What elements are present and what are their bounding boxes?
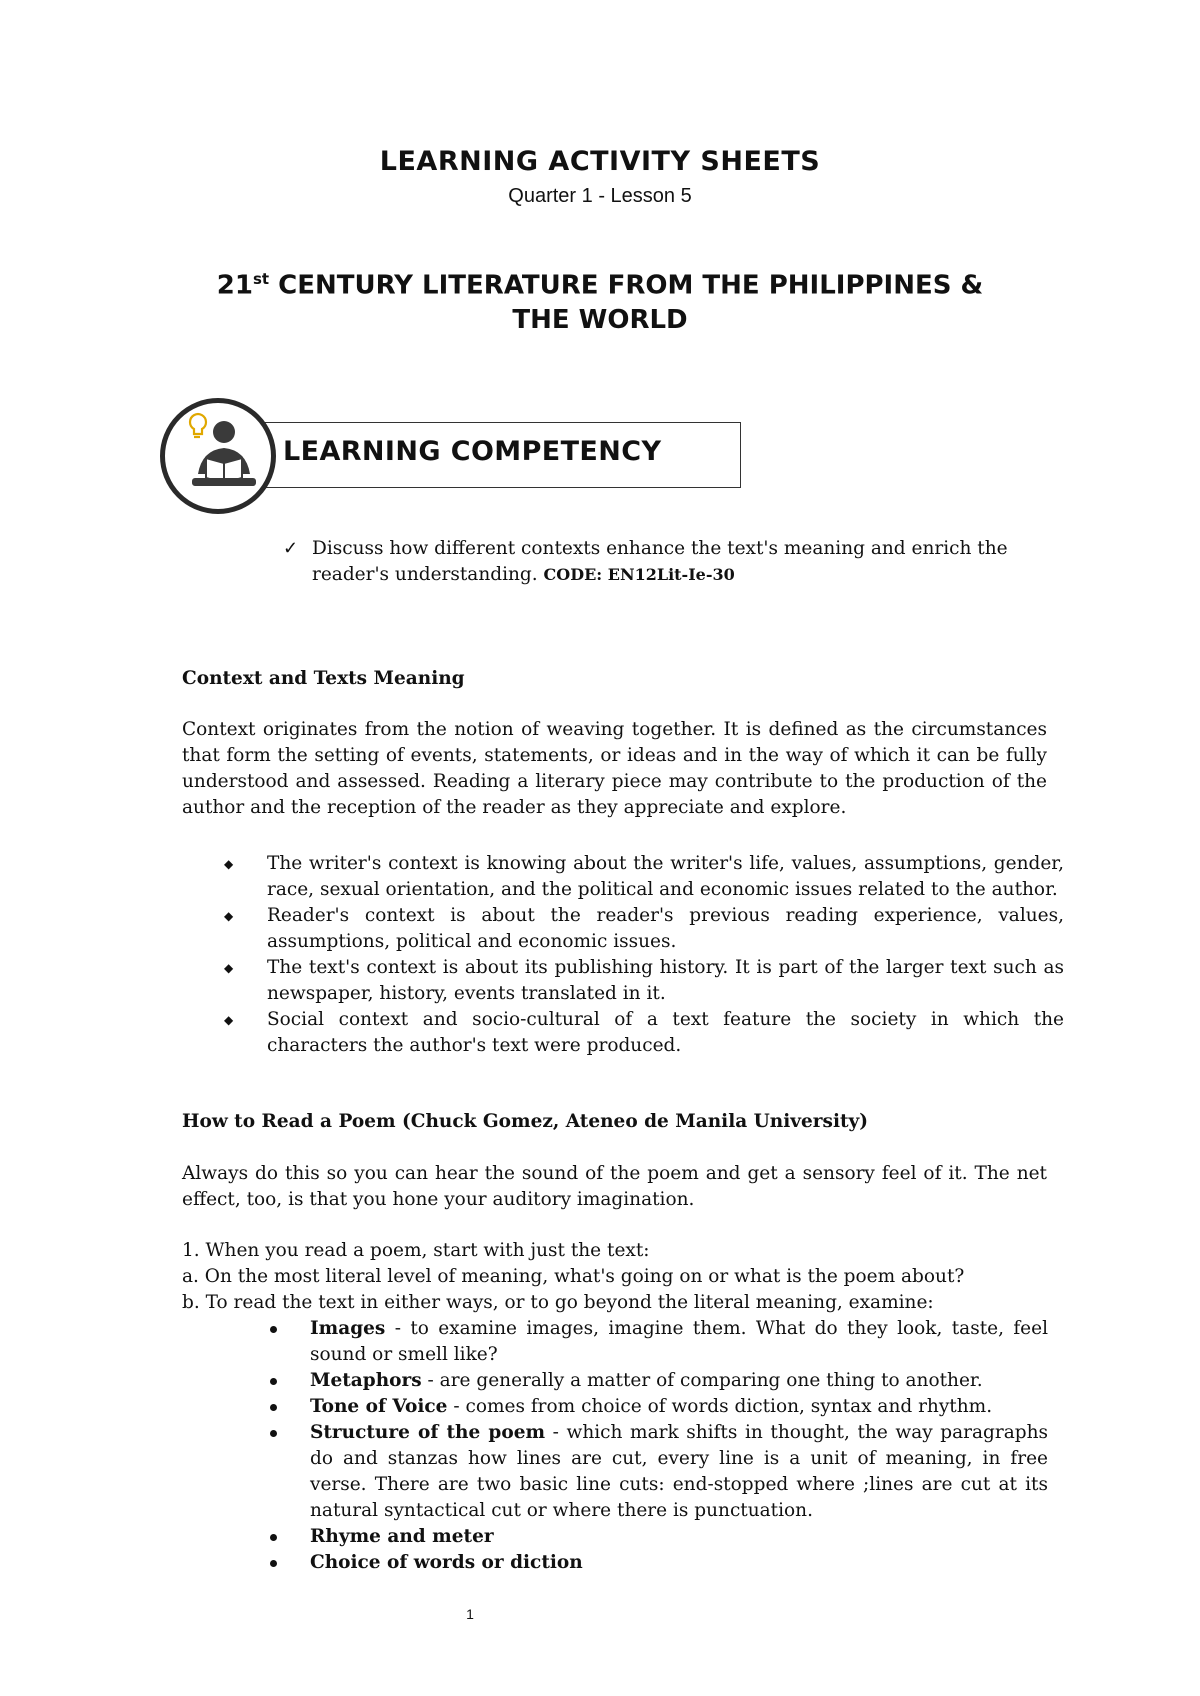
poem-heading: How to Read a Poem (Chuck Gomez, Ateneo de Manila University): [182, 1111, 869, 1132]
diamond-bullet-icon: ◆: [224, 857, 234, 871]
lesson-subtitle: Quarter 1 - Lesson 5: [508, 185, 692, 207]
list-item: ◆ Reader's context is about the reader's previous reading experience, values, assumptions, political and economic issues.: [224, 905, 1064, 952]
list-item: Metaphors - are generally a matter of comparing one thing to another.: [270, 1368, 1048, 1394]
checkmark-icon: ✓: [283, 538, 299, 559]
document-title: LEARNING ACTIVITY SHEETS: [379, 146, 821, 177]
list-item: Structure of the poem - which mark shifts in thought, the way paragraphs do and stanzas how lines are cut, every line is a unit of meaning, in free verse. There are two basic line cuts: end-stopped where ;lines are cut at its natural syntactical cut or where there is punctuation.: [270, 1420, 1048, 1524]
list-item: Images - to examine images, imagine them. What do they look, taste, feel sound or smell like?: [270, 1316, 1048, 1368]
competency-text: [312, 536, 1032, 588]
context-bullet-list: [224, 851, 1064, 1059]
dot-bullet-icon: [270, 1560, 277, 1567]
list-item: Tone of Voice - comes from choice of words diction, syntax and rhythm.: [270, 1394, 1048, 1420]
step-1: 1. When you read a poem, start with just the text:: [182, 1240, 650, 1261]
diamond-bullet-icon: ◆: [224, 961, 234, 975]
list-item: ◆ The writer's context is knowing about the writer's life, values, assumptions, gender, race, sexual orientation, and the political and economic issues related to the author.: [224, 853, 1064, 900]
poem-paragraph: Always do this so you can hear the sound of the poem and get a sensory feel of it. The net effect, too, is that you hone your auditory imagination.: [182, 1163, 1047, 1210]
context-heading: Context and Texts Meaning: [182, 668, 465, 689]
reader-with-lightbulb-icon: [180, 412, 260, 498]
dot-bullet-icon: [270, 1326, 277, 1333]
dot-bullet-icon: [270, 1378, 277, 1385]
dot-bullet-icon: [270, 1404, 277, 1411]
step-a: a. On the most literal level of meaning, what's going on or what is the poem about?: [182, 1266, 965, 1287]
step-b: b. To read the text in either ways, or to go beyond the literal meaning, examine:: [182, 1292, 934, 1313]
list-item: Choice of words or diction: [270, 1550, 1048, 1576]
poem-element-list: [270, 1316, 1048, 1576]
competency-description: Discuss how different contexts enhance the text's meaning and enrich the reader's understanding.: [312, 538, 1008, 585]
diamond-bullet-icon: ◆: [224, 1013, 234, 1027]
page-number: 1: [466, 1606, 474, 1622]
dot-bullet-icon: [270, 1430, 277, 1437]
list-item: Rhyme and meter: [270, 1524, 1048, 1550]
dot-bullet-icon: [270, 1534, 277, 1541]
competency-code: CODE: EN12Lit-Ie-30: [543, 565, 735, 584]
course-title: [0, 262, 1200, 337]
diamond-bullet-icon: ◆: [224, 909, 234, 923]
course-title-number: 21: [216, 270, 253, 301]
list-item: ◆ Social context and socio-cultural of a text feature the society in which the characters the author's text were produced.: [224, 1009, 1064, 1056]
course-title-sup: st: [252, 270, 270, 288]
course-title-line1: CENTURY LITERATURE FROM THE PHILIPPINES &: [269, 270, 984, 301]
list-item: ◆ The text's context is about its publishing history. It is part of the larger text such as newspaper, history, events translated in it.: [224, 957, 1064, 1004]
course-title-line2: THE WORLD: [512, 304, 688, 335]
context-paragraph: Context originates from the notion of weaving together. It is defined as the circumstances that form the setting of events, statements, or ideas and in the way of which it can be fully understood and assessed. Reading a literary piece may contribute to the production of the author and the reception of the reader as they appreciate and explore.: [182, 719, 1047, 818]
competency-heading: LEARNING COMPETENCY: [283, 436, 662, 467]
